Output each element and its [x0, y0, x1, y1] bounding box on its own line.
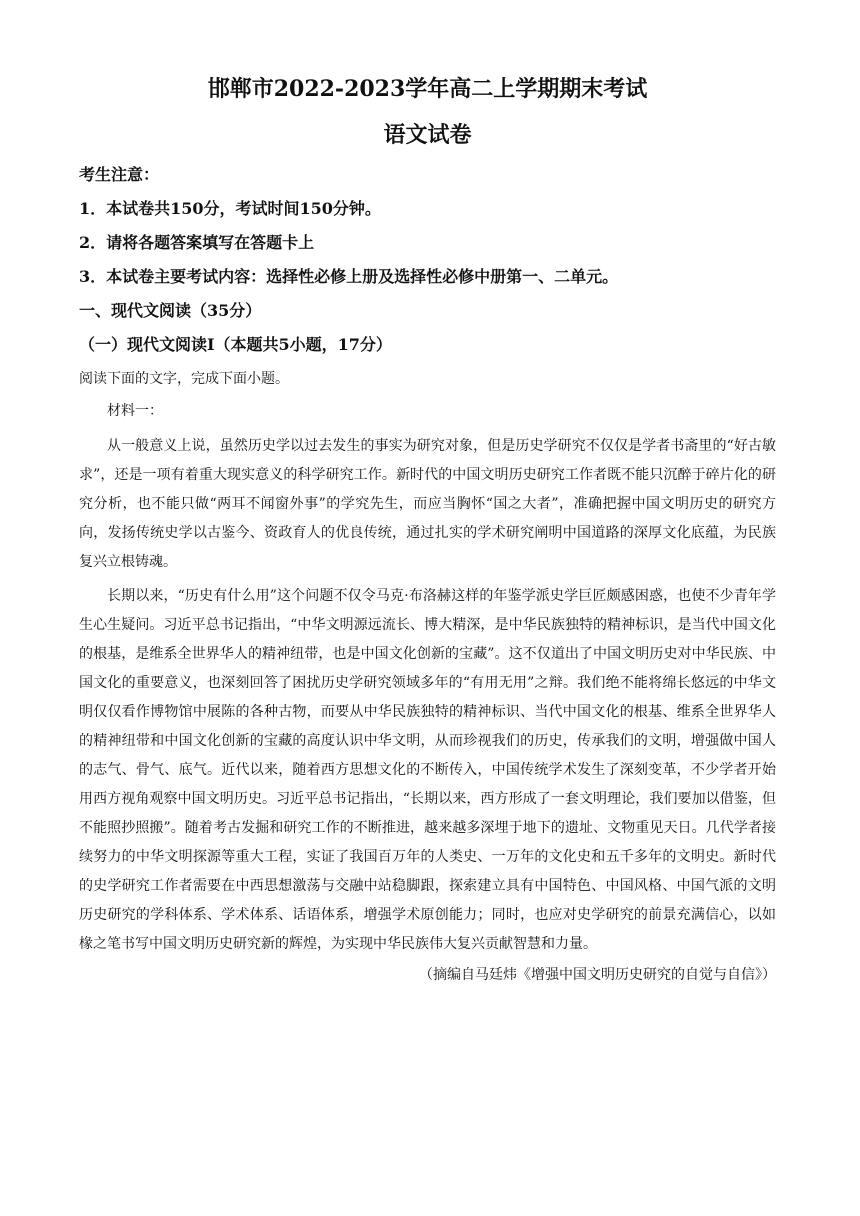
material-paragraph: 从一般意义上说，虽然历史学以过去发生的事实为研究对象，但是历史学研究不仅仅是学者书斋里的“好古敏求”，还是一项有着重大现实意义的科学研究工作。新时代的中国文明历史研究工作者既不能只沉醉于碎片化的研究分析，也不能只做“两耳不闻窗外事”的学究先生，而应当胸怀“国之大者”，准确把握中国文明历史的研究方向，发扬传统史学以古鉴今、资政育人的优良传统，通过扎实的学术研究阐明中国道路的深厚文化底蕴，为民族复兴立根铸魂。: [79, 438, 776, 570]
section-heading: 一、现代文阅读（35分）: [79, 301, 262, 320]
material-paragraph: 长期以来，“历史有什么用”这个问题不仅令马克·布洛赫这样的年鉴学派史学巨匠颇感困惑，也使不少青年学生心生疑问。习近平总书记指出，“中华文明源远流长、博大精深，是中华民族独特的精神标识，是当代中国文化的根基，是维系全世界华人的精神纽带，也是中国文化创新的宝藏”。这不仅道出了中国文明历史对中华民族、中国文化的重要意义，也深刻回答了困扰历史学研究领域多年的“有用无用”之辩。我们绝不能将绵长悠远的中华文明仅仅看作博物馆中展陈的各种古物，而要从中华民族独特的精神标识、当代中国文化的根基、维系全世界华人的精神纽带和中国文化创新的宝藏的高度认识中华文明，从而珍视我们的历史，传承我们的文明，增强做中国人的志气、骨气、底气。近代以来，随着西方思想文化的不断传入，中国传统学术发生了深刻变革，不少学者开始用西方视角观察中国文明历史。习近平总书记指出，“长期以来，西方形成了一套文明理论，我们要加以借鉴，但不能照抄照搬”。随着考古发掘和研究工作的不断推进，越来越多深埋于地下的遗址、文物重见天日。几代学者接续努力的中华文明探源等重大工程，实证了我国百万年的人类史、一万年的文化史和五千多年的文明史。新时代的史学研究工作者需要在中西思想激荡与交融中站稳脚跟，探索建立具有中国特色、中国风格、中国气派的文明历史研究的学科体系、学术体系、话语体系，增强学术原创能力；同时，也应对史学研究的前景充满信心，以如椽之笔书写中国文明历史研究新的辉煌，为实现中华民族伟大复兴贡献智慧和力量。: [79, 588, 776, 952]
notice-heading: 考生注意：: [79, 165, 160, 184]
part-heading: （一）现代文阅读Ⅰ（本题共5小题，17分）: [79, 335, 392, 354]
notice-item: 1．本试卷共150分，考试时间150分钟。: [79, 199, 381, 218]
notice-block: [79, 164, 776, 288]
material-label: 材料一：: [107, 403, 163, 419]
notice-item: 2．请将各题答案填写在答题卡上: [79, 233, 315, 252]
reading-instruction: 阅读下面的文字，完成下面小题。: [79, 371, 289, 387]
material-source: （摘编自马廷炜《增强中国文明历史研究的自觉与自信》）: [419, 967, 776, 983]
material-block: [79, 400, 776, 986]
exam-subtitle: 语文试卷: [383, 122, 472, 148]
notice-item: 3．本试卷主要考试内容：选择性必修上册及选择性必修中册第一、二单元。: [79, 267, 619, 286]
exam-page: [79, 72, 776, 986]
exam-title: 邯郸市2022-2023学年高二上学期期末考试: [207, 76, 648, 102]
